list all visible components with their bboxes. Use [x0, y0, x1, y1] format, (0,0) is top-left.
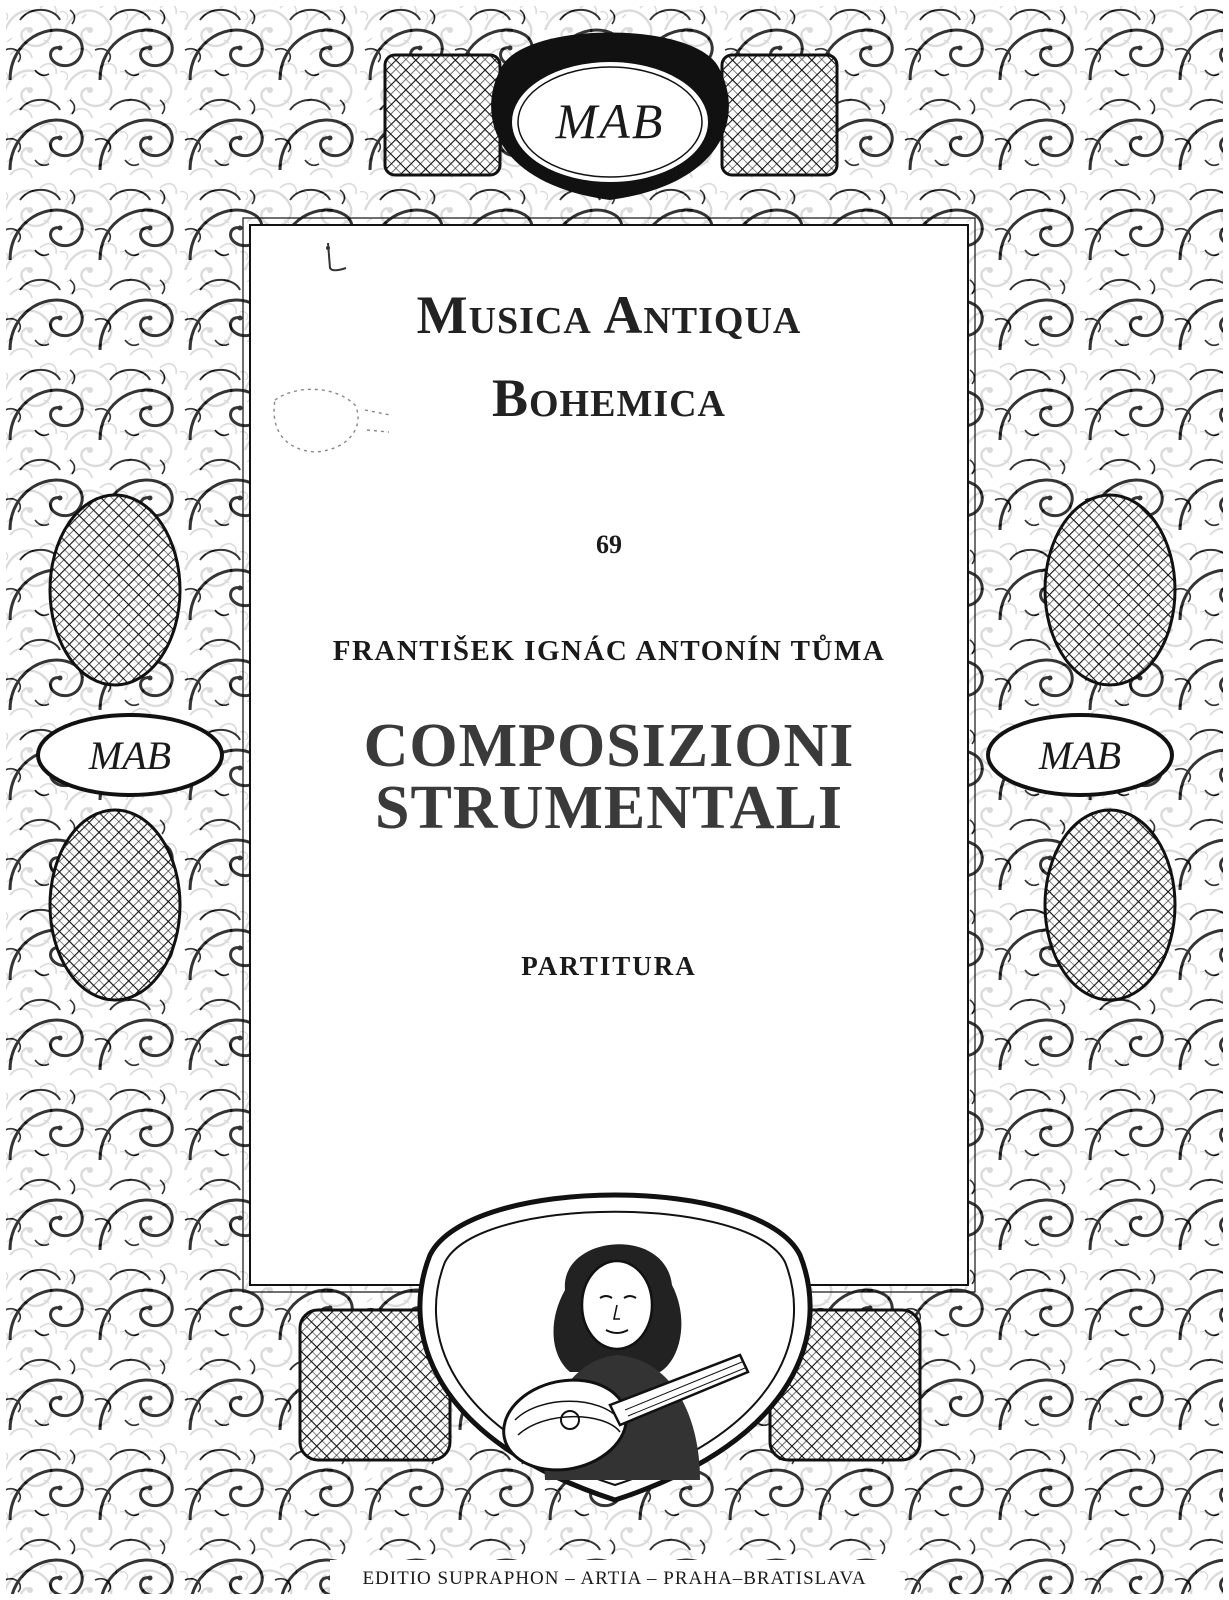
work-title: [250, 712, 968, 842]
publisher-imprint: EDITIO SUPRAPHON – ARTIA – PRAHA–BRATISLAVA: [362, 1568, 867, 1589]
series-title-line2: Bohemica: [491, 367, 727, 428]
series-title: [250, 287, 968, 426]
volume-number: 69: [596, 530, 622, 559]
composer-name: FRANTIŠEK IGNÁC ANTONÍN TŮMA: [332, 635, 886, 667]
mab-logo-left: MAB: [88, 733, 172, 778]
edition-type: PARTITURA: [521, 951, 697, 981]
work-title-line2: STRUMENTALI: [374, 774, 844, 842]
work-title-line1: COMPOSIZIONI: [363, 712, 855, 780]
title-panel: [250, 225, 968, 1285]
series-title-line1: Musica Antiqua: [416, 285, 802, 345]
mab-logo-right: MAB: [1038, 733, 1122, 778]
mab-logo-top: MAB: [555, 93, 665, 149]
